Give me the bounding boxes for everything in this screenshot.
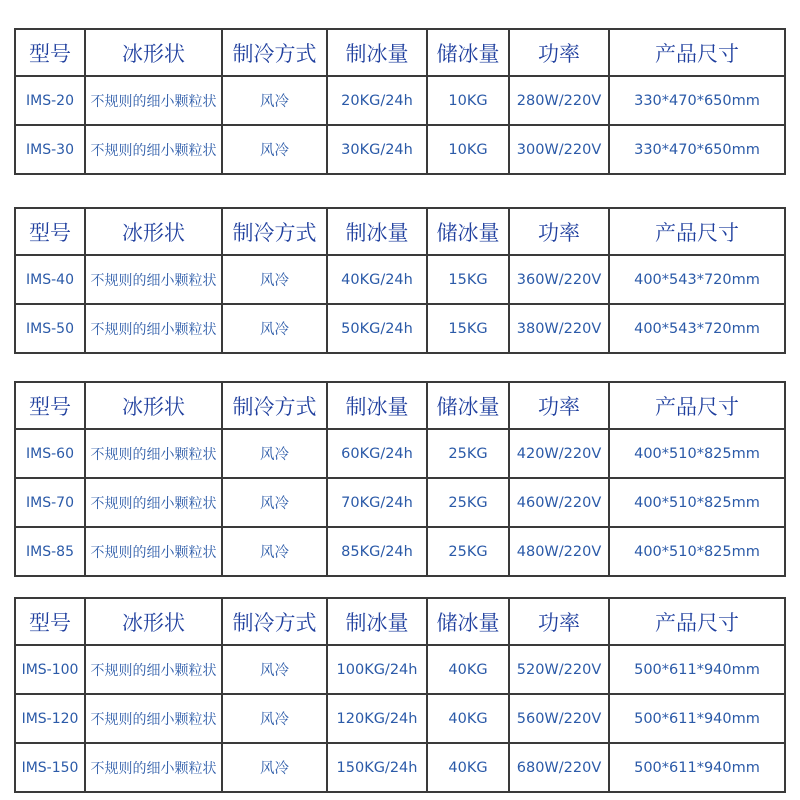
cell-power: 480W/220V [509,527,609,576]
table-header-row [15,598,785,645]
cell-shape: 不规则的细小颗粒状 [85,694,222,743]
cell-cooling: 风冷 [222,478,327,527]
cell-model: IMS-150 [15,743,85,792]
header-capacity: 制冰量 [327,382,427,429]
cell-cooling: 风冷 [222,304,327,353]
cell-power: 460W/220V [509,478,609,527]
cell-size: 330*470*650mm [609,125,785,174]
cell-storage: 10KG [427,125,509,174]
table-row [15,429,785,478]
cell-power: 560W/220V [509,694,609,743]
table-header-row [15,382,785,429]
cell-size: 400*510*825mm [609,527,785,576]
cell-shape: 不规则的细小颗粒状 [85,645,222,694]
header-capacity: 制冰量 [327,598,427,645]
header-power: 功率 [509,382,609,429]
cell-model: IMS-60 [15,429,85,478]
cell-cooling: 风冷 [222,125,327,174]
table-row [15,527,785,576]
spec-table-4 [14,597,786,793]
header-power: 功率 [509,598,609,645]
cell-capacity: 20KG/24h [327,76,427,125]
cell-cooling: 风冷 [222,255,327,304]
table-row [15,76,785,125]
header-storage: 储冰量 [427,598,509,645]
cell-cooling: 风冷 [222,76,327,125]
cell-model: IMS-30 [15,125,85,174]
cell-power: 420W/220V [509,429,609,478]
header-size: 产品尺寸 [609,208,785,255]
cell-cooling: 风冷 [222,743,327,792]
table-header-row [15,29,785,76]
header-size: 产品尺寸 [609,29,785,76]
cell-capacity: 120KG/24h [327,694,427,743]
cell-size: 500*611*940mm [609,694,785,743]
cell-power: 300W/220V [509,125,609,174]
table-row [15,694,785,743]
cell-size: 500*611*940mm [609,645,785,694]
cell-storage: 25KG [427,527,509,576]
cell-capacity: 70KG/24h [327,478,427,527]
spec-table-2 [14,207,786,354]
header-power: 功率 [509,208,609,255]
header-model: 型号 [15,598,85,645]
cell-shape: 不规则的细小颗粒状 [85,76,222,125]
cell-size: 500*611*940mm [609,743,785,792]
header-storage: 储冰量 [427,29,509,76]
cell-cooling: 风冷 [222,694,327,743]
header-cooling: 制冷方式 [222,29,327,76]
cell-capacity: 150KG/24h [327,743,427,792]
cell-shape: 不规则的细小颗粒状 [85,478,222,527]
header-size: 产品尺寸 [609,598,785,645]
cell-capacity: 30KG/24h [327,125,427,174]
table-header-row [15,208,785,255]
cell-storage: 40KG [427,645,509,694]
header-ice-shape: 冰形状 [85,598,222,645]
table-row [15,304,785,353]
cell-capacity: 40KG/24h [327,255,427,304]
header-power: 功率 [509,29,609,76]
cell-model: IMS-70 [15,478,85,527]
cell-model: IMS-85 [15,527,85,576]
cell-shape: 不规则的细小颗粒状 [85,304,222,353]
cell-size: 400*543*720mm [609,304,785,353]
cell-power: 360W/220V [509,255,609,304]
cell-size: 400*510*825mm [609,429,785,478]
cell-model: IMS-50 [15,304,85,353]
cell-model: IMS-20 [15,76,85,125]
header-cooling: 制冷方式 [222,598,327,645]
cell-capacity: 50KG/24h [327,304,427,353]
header-cooling: 制冷方式 [222,382,327,429]
cell-size: 330*470*650mm [609,76,785,125]
cell-model: IMS-120 [15,694,85,743]
header-ice-shape: 冰形状 [85,208,222,255]
table-row [15,478,785,527]
cell-shape: 不规则的细小颗粒状 [85,743,222,792]
header-capacity: 制冰量 [327,29,427,76]
header-model: 型号 [15,208,85,255]
cell-capacity: 100KG/24h [327,645,427,694]
header-ice-shape: 冰形状 [85,382,222,429]
cell-power: 680W/220V [509,743,609,792]
cell-power: 520W/220V [509,645,609,694]
header-model: 型号 [15,29,85,76]
cell-size: 400*543*720mm [609,255,785,304]
header-cooling: 制冷方式 [222,208,327,255]
cell-storage: 10KG [427,76,509,125]
cell-model: IMS-40 [15,255,85,304]
table-row [15,255,785,304]
cell-model: IMS-100 [15,645,85,694]
cell-cooling: 风冷 [222,645,327,694]
cell-shape: 不规则的细小颗粒状 [85,429,222,478]
cell-capacity: 85KG/24h [327,527,427,576]
cell-shape: 不规则的细小颗粒状 [85,527,222,576]
cell-size: 400*510*825mm [609,478,785,527]
cell-storage: 25KG [427,429,509,478]
cell-cooling: 风冷 [222,527,327,576]
cell-storage: 25KG [427,478,509,527]
cell-power: 380W/220V [509,304,609,353]
table-row [15,645,785,694]
header-model: 型号 [15,382,85,429]
header-ice-shape: 冰形状 [85,29,222,76]
cell-storage: 15KG [427,304,509,353]
header-storage: 储冰量 [427,208,509,255]
cell-capacity: 60KG/24h [327,429,427,478]
header-storage: 储冰量 [427,382,509,429]
header-capacity: 制冰量 [327,208,427,255]
cell-storage: 15KG [427,255,509,304]
cell-storage: 40KG [427,694,509,743]
cell-power: 280W/220V [509,76,609,125]
cell-cooling: 风冷 [222,429,327,478]
cell-shape: 不规则的细小颗粒状 [85,255,222,304]
table-row [15,743,785,792]
spec-table-3 [14,381,786,577]
cell-shape: 不规则的细小颗粒状 [85,125,222,174]
header-size: 产品尺寸 [609,382,785,429]
table-row [15,125,785,174]
cell-storage: 40KG [427,743,509,792]
spec-table-1 [14,28,786,175]
